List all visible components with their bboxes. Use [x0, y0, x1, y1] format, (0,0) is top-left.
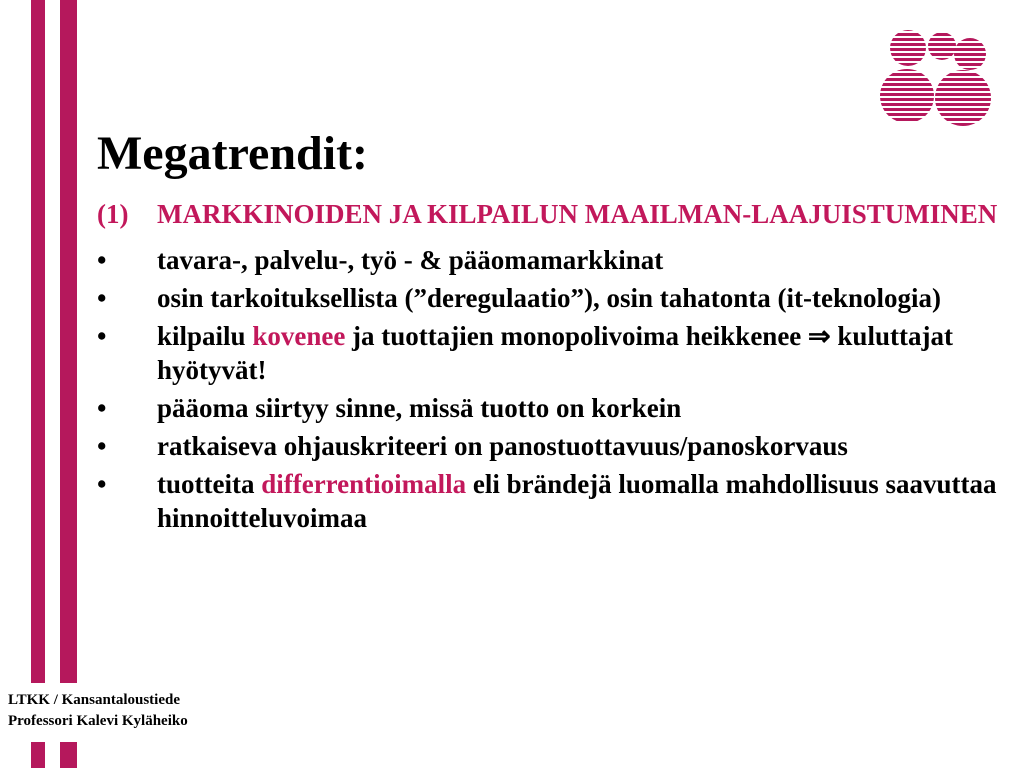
bullet-icon: • — [97, 245, 107, 275]
list-item — [97, 281, 1017, 315]
bullet-list — [97, 197, 1017, 539]
bullet-text — [157, 467, 1017, 535]
bullet-text-before: tuotteita — [157, 469, 262, 499]
list-item — [97, 429, 1017, 463]
heading-text: MARKKINOIDEN JA KILPAILUN MAAILMAN-LAAJUISTUMINEN — [157, 199, 998, 229]
footer — [8, 690, 188, 732]
left-decor-bar-1-bottom — [31, 742, 45, 768]
list-item — [97, 391, 1017, 425]
logo-icon — [878, 28, 992, 138]
slide-title: Megatrendit: — [97, 127, 369, 180]
bullet-icon: • — [97, 469, 107, 499]
bullet-text: tavara-, palvelu-, työ - & pääomamarkkinat — [157, 245, 664, 275]
heading-number: (1) — [97, 199, 129, 229]
footer-institution: LTKK / Kansantaloustiede — [8, 692, 180, 708]
highlight-word: kovenee — [252, 321, 346, 351]
list-item — [97, 467, 1017, 535]
bullet-text-after: eli brändejä luomalla mahdollisuus saavuttaa hinnoitteluvoimaa — [157, 469, 997, 533]
bullet-text: pääoma siirtyy sinne, missä tuotto on korkein — [157, 393, 682, 423]
bullet-icon: • — [97, 321, 107, 351]
left-decor-bar-1 — [31, 0, 45, 683]
list-item — [97, 319, 1017, 387]
list-heading — [97, 197, 1017, 231]
highlight-word: differrentioimalla — [261, 469, 467, 499]
bullet-icon: • — [97, 431, 107, 461]
footer-author: Professori Kalevi Kyläheiko — [8, 713, 188, 729]
bullet-icon: • — [97, 393, 107, 423]
left-decor-bar-2-bottom — [60, 742, 77, 768]
list-item — [97, 243, 1017, 277]
bullet-icon: • — [97, 283, 107, 313]
bullet-text — [157, 319, 1017, 387]
bullet-text-after: ja tuottajien monopolivoima heikkenee ⇒ kuluttajat hyötyvät! — [157, 321, 953, 385]
bullet-text: ratkaiseva ohjauskriteeri on panostuottavuus/panoskorvaus — [157, 431, 848, 461]
bullet-text: osin tarkoituksellista (”deregulaatio”), osin tahatonta (it-teknologia) — [157, 283, 942, 313]
left-decor-bar-2 — [60, 0, 77, 683]
bullet-text-before: kilpailu — [157, 321, 253, 351]
